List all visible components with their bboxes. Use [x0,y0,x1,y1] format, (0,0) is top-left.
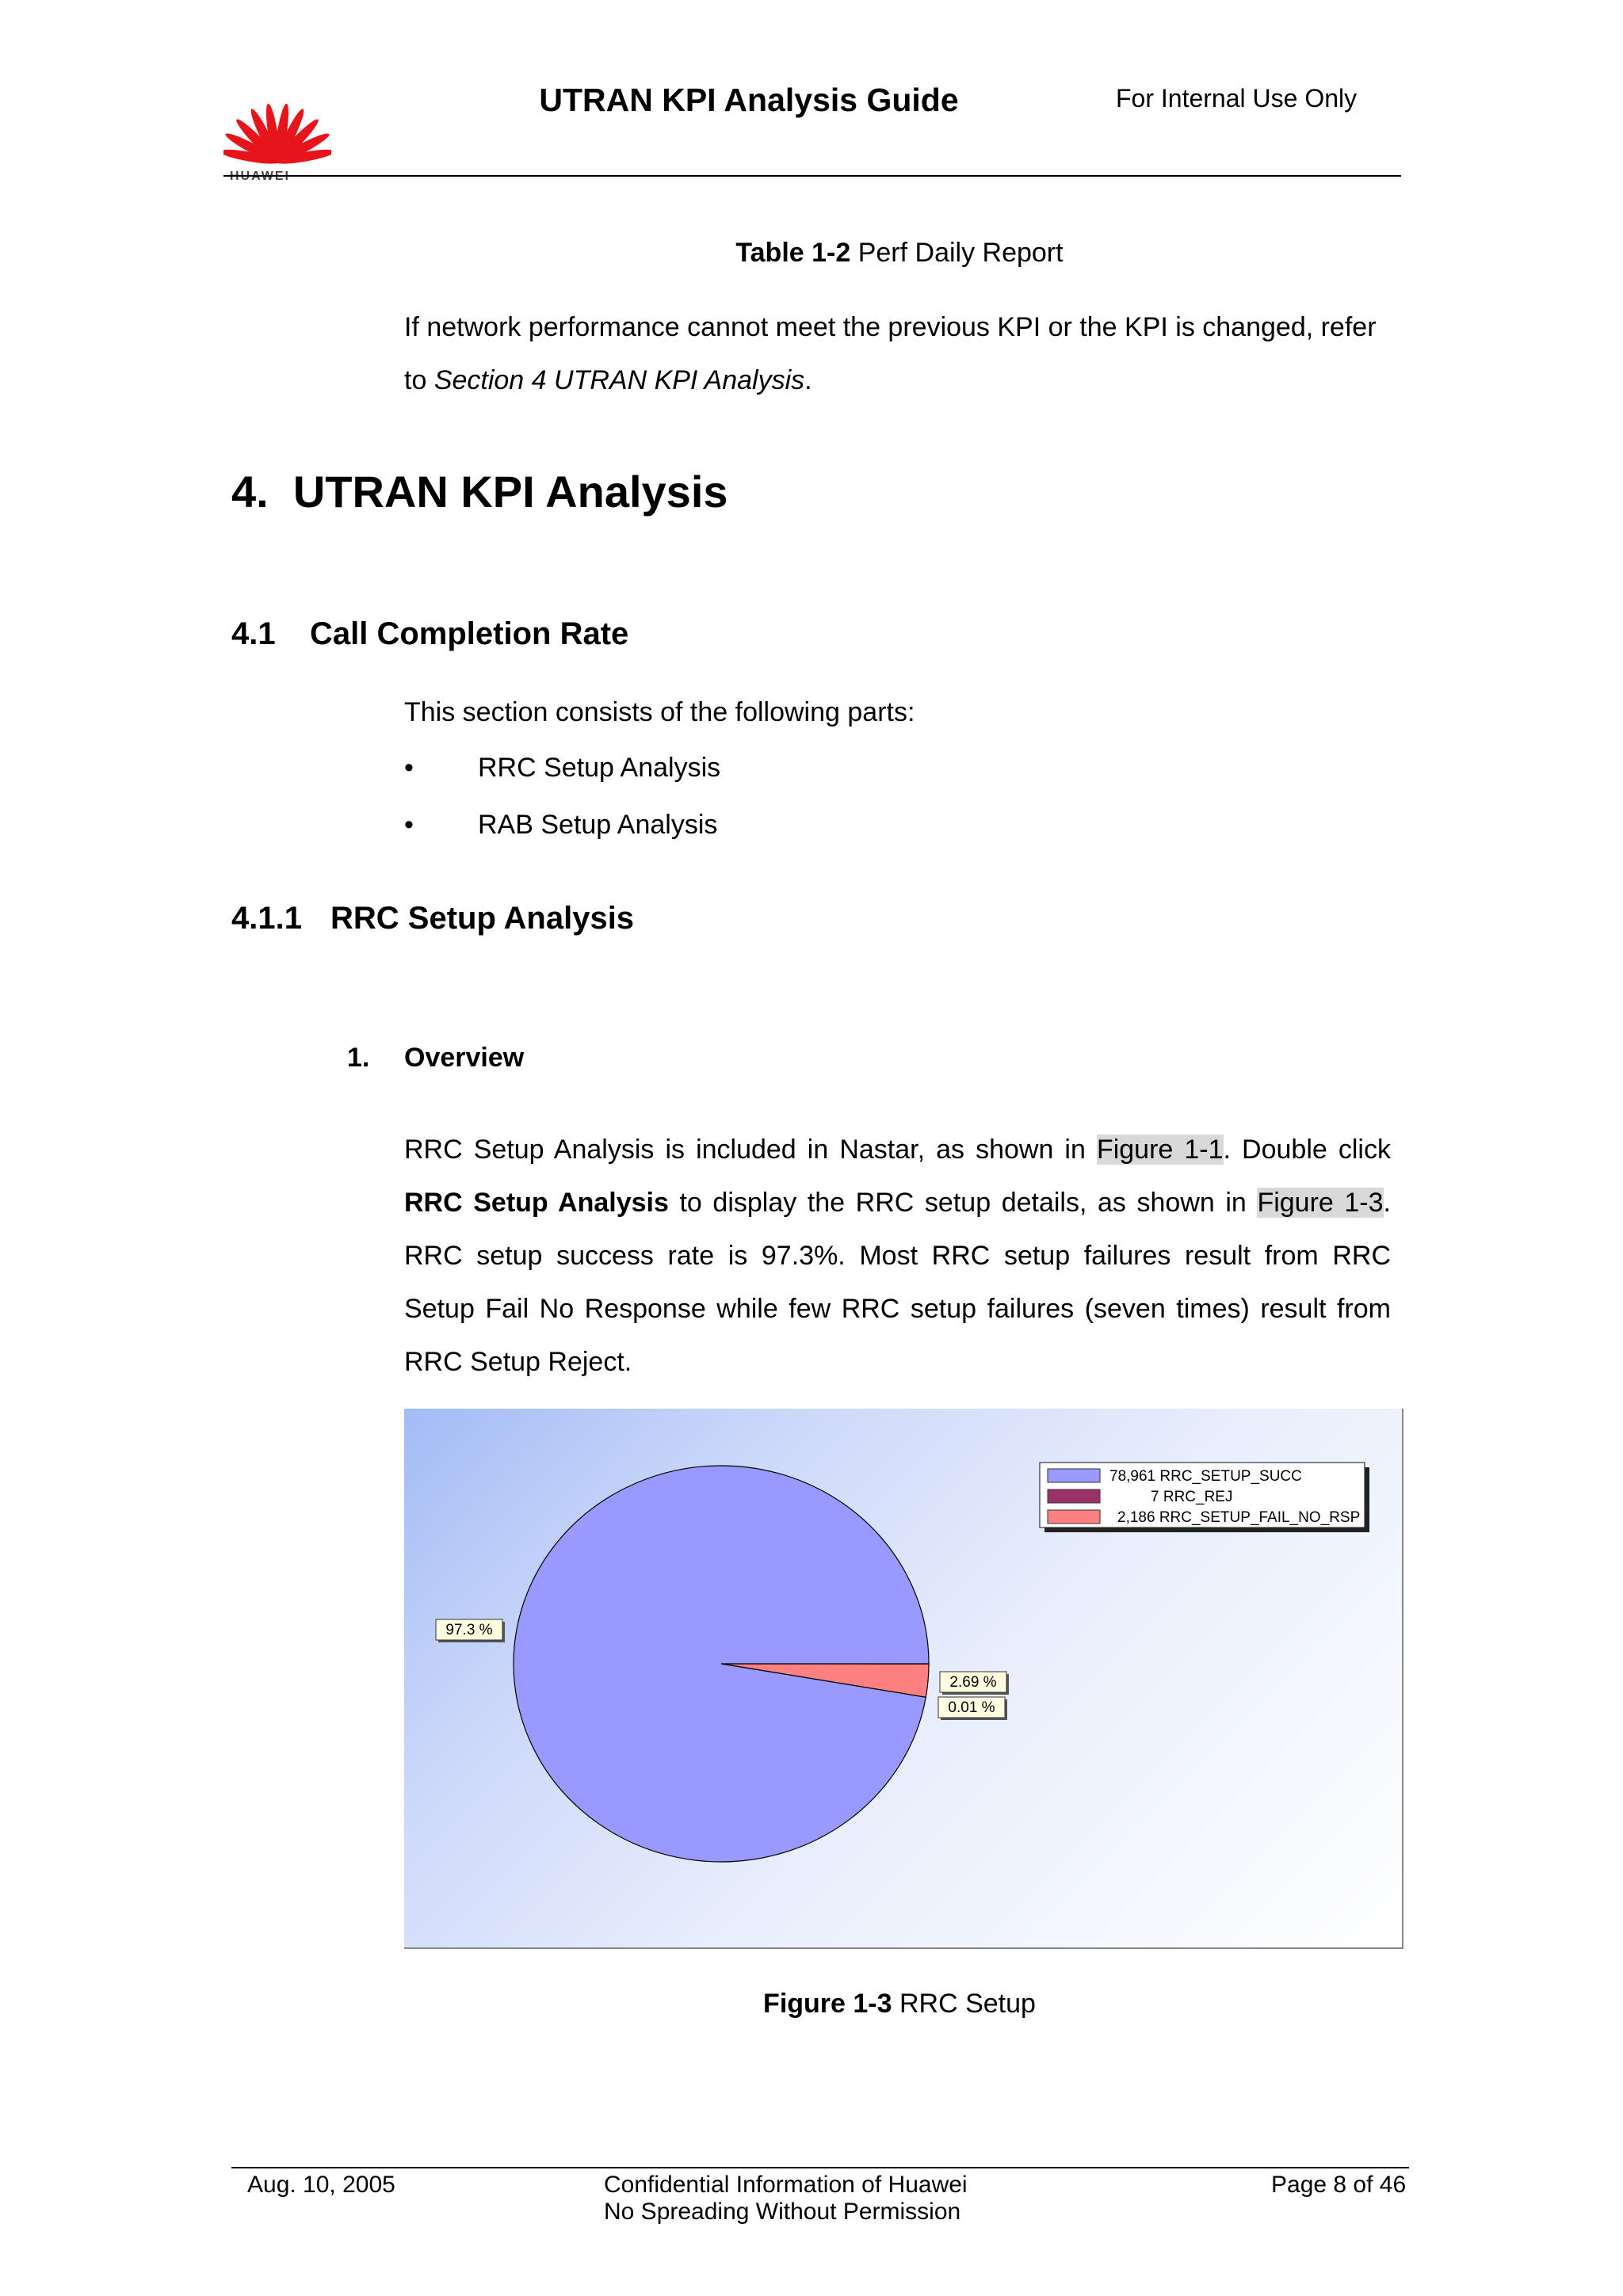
heading-utran-kpi-analysis: 4. UTRAN KPI Analysis [231,467,728,517]
legend-swatch-rrc-setup-fail-no-rsp [1048,1510,1100,1524]
heading3-text: RRC Setup Analysis [330,901,635,936]
table-caption-text: Perf Daily Report [850,238,1064,268]
pie-slice-rrc-setup-succ [514,1466,929,1862]
footer-date: Aug. 10, 2005 [247,2172,395,2198]
para1-text: If network performance cannot meet the previous KPI or the KPI is changed, refer to [404,312,1377,395]
overview-heading: Overview [404,1043,525,1073]
para2-text: to display the RRC setup details, as shown in [668,1188,1258,1218]
figure-caption [0,1989,1623,2019]
para2-text: . RRC setup success rate is 97.3%. Most RRC setup failures result from RRC Setup Fail No Response while few RRC setup failures (seven times) result from RRC Setup Reject. [404,1188,1391,1377]
overview-number: 1. [347,1043,370,1073]
bullet-marker: • [404,753,414,783]
legend-swatch-rrc-rej [1048,1489,1100,1503]
figure-1-3-link[interactable]: Figure 1-3 [1257,1188,1384,1218]
legend-entry-rrc-setup-fail-no-rsp: 2,186 RRC_SETUP_FAIL_NO_RSP [1117,1509,1361,1526]
footer-confidential [604,2172,968,2225]
table-caption [0,238,1623,269]
classification-label: For Internal Use Only [1116,84,1358,113]
para1-end: . [804,365,812,395]
list-item-text: RAB Setup Analysis [478,810,718,840]
figure-caption-text: RRC Setup [892,1989,1036,2019]
figure-1-1-link[interactable]: Figure 1-1 [1096,1135,1224,1165]
pie-chart-svg [404,1409,1402,1947]
heading2-number: 4.1 [231,616,276,651]
intro-paragraph [404,301,1391,407]
section-reference: Section 4 UTRAN KPI Analysis [433,365,805,395]
header-divider [223,175,1401,177]
heading-call-completion-rate [231,616,628,652]
footer-no-spreading-line: No Spreading Without Permission [604,2199,961,2225]
heading3-number: 4.1.1 [231,901,302,936]
legend-swatch-rrc-setup-succ [1048,1469,1100,1482]
table-caption-label: Table 1-2 [735,238,851,268]
legend-entry-rrc-setup-succ: 78,961 RRC_SETUP_SUCC [1109,1468,1302,1485]
document-title: UTRAN KPI Analysis Guide [539,82,959,118]
bullet-marker: • [404,810,414,840]
footer-divider [231,2167,1409,2168]
legend-entry-rrc-rej: 7 RRC_REJ [1151,1489,1233,1505]
rrc-setup-analysis-bold: RRC Setup Analysis [404,1188,669,1218]
footer-page-number: Page 8 of 46 [1271,2172,1407,2198]
footer-confidential-line: Confidential Information of Huawei [604,2172,968,2198]
heading2-text: Call Completion Rate [310,616,629,651]
data-label-rrc-setup-fail-no-rsp: 2.69 % [949,1674,997,1691]
rrc-setup-pie-chart [404,1409,1403,1949]
para2-text: RRC Setup Analysis is included in Nastar, as shown in [404,1135,1097,1165]
list-item-text: RRC Setup Analysis [478,753,721,783]
para2-text: . Double click [1223,1135,1391,1165]
section-intro: This section consists of the following parts: [404,697,915,727]
rrc-analysis-paragraph [404,1123,1391,1389]
logo-wordmark [230,170,290,184]
figure-caption-label: Figure 1-3 [763,1989,892,2019]
data-label-rrc-setup-succ: 97.3 % [445,1622,493,1638]
data-label-rrc-rej: 0.01 % [948,1699,995,1716]
heading-rrc-setup-analysis [231,901,634,936]
